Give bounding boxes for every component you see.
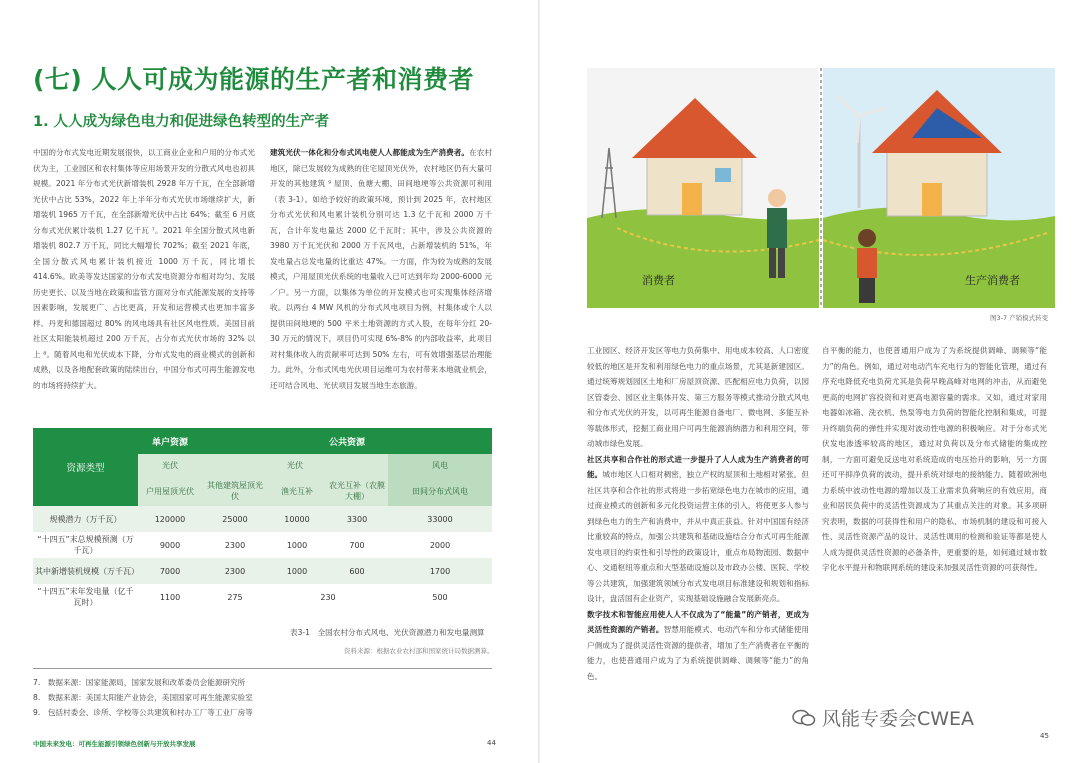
table-cell: 1700	[388, 558, 492, 584]
table-row-label: 其中新增装机规模（万千瓦）	[33, 558, 138, 584]
prosumer-illustration	[587, 68, 1055, 308]
prosumer-person-icon	[857, 229, 877, 303]
table-header-pv-single: 光伏	[138, 454, 202, 476]
table-cell: 120000	[138, 506, 202, 532]
table-header-type: 资源类型	[33, 428, 138, 506]
table-cell: 1000	[268, 558, 326, 584]
footnote: 7. 数据来源：国家能源局，国家发展和改革委员会能源研究所	[33, 678, 246, 687]
table-cell: 33000	[388, 506, 492, 532]
figure-caption: 图3-7 产销模式转变	[990, 314, 1049, 322]
watermark	[792, 704, 974, 731]
table-row	[33, 532, 492, 558]
table-subheader: 田间分布式风电	[388, 476, 492, 506]
left-column-2-body: 在农村地区，除已发展较为成熟的住宅屋顶光伏外，农村地区仍有大量可开发的其他建筑 ⁹ 屋顶、鱼塘大棚、田间地埂等公共资源可利用（表 3-1）。如给予较好的政策环境，预计到 2025 年，农村地区分布式光伏和风电累计装机分别可达 1.3 亿千瓦和 2000 万千瓦，合计年发电量达 2000 亿千瓦时；其中，涉及公共资源的 3980 万千瓦光伏和 2000 万千瓦风电，占新增装机的 51%，年发电量占总发电量的比重达 47%。一方面，作为较为成熟的发展模式，户用屋顶光伏系统的电量收入已可达到年均 2000-6000 元／户。另一方面，以集体为单位的开发模式也可实现集体经济增收。以两台 4 MW 风机的分布式风电项目为例，村集体或个人以提供田间地埂的 500 平米土地资源的方式入股，在每年分红 20-30 万元的情况下，项目仍可实现 6%-8% 的内部收益率，此项目对村集体收入的贡献率可达到 50% 左右，可有效增强基层治理能力。此外，分布式风电光伏项目运维可为农村带来本地就业机会，还可结合风电、光伏项目发展当地生态旅游。	[270, 148, 492, 390]
table-cell: 2300	[202, 532, 268, 558]
footnote-divider	[33, 668, 492, 669]
footnote: 9. 包括村委会、诊所、学校等公共建筑和村办工厂等工业厂房等	[33, 708, 253, 717]
right-column-1-lead-2: 数字技术和智能应用使人人不仅成为了“能量”的产销者，更成为灵活性资源的产销者。	[587, 609, 809, 634]
table-header-pv-public: 光伏	[202, 454, 388, 476]
table-caption: 表3-1 全国农村分布式风电、光伏资源潜力和发电量测算	[290, 628, 485, 637]
table-header-wind: 风电	[388, 454, 492, 476]
table-subheader: 其他建筑屋顶光伏	[202, 476, 268, 506]
right-column-1-lead: 社区共享和合作社的形式进一步提升了人人成为生产消费者的可能。	[587, 454, 809, 479]
table-cell: 500	[388, 584, 492, 610]
table-subheader: 渔光互补	[268, 476, 326, 506]
table-row-label: “十四五”末总规模预测（万千瓦）	[33, 532, 138, 558]
right-column-1-intro: 工业园区、经济开发区等电力负荷集中、用电成本较高、人口密度较低的地区是开发和利用绿色电力的重点场景，尤其是新建园区。通过统筹规划园区土地和厂房屋顶资源、匹配相应电力负荷，以园区管委会、园区业主集体开发、第三方服务等模式推动分散式风电和分布式光伏的开发，以可再生能源自备电厂、微电网、多能互补等载体形式，挖掘工商业用户可再生能源消纳潜力和利用空间，带动城市绿色发展。	[587, 346, 809, 448]
table-cell: 275	[202, 584, 268, 610]
table-cell: 9000	[138, 532, 202, 558]
watermark-text: 风能专委会CWEA	[822, 708, 975, 730]
section-title: (七) 人人可成为能源的生产者和消费者	[33, 65, 475, 94]
table-cell: 1100	[138, 584, 202, 610]
table-row-label: “十四五”末年发电量（亿千瓦时）	[33, 584, 138, 610]
table-cell: 3300	[326, 506, 388, 532]
table-cell: 10000	[268, 506, 326, 532]
table-cell: 1000	[268, 532, 326, 558]
illustration-svg	[587, 68, 1055, 308]
table-subheader: 户用屋顶光伏	[138, 476, 202, 506]
page-number: 45	[1040, 732, 1049, 740]
table-cell: 600	[326, 558, 388, 584]
right-column-1-body-2: 智慧用能模式、电动汽车和分布式储能使用户侧成为了提供灵活性资源的提供者，增加了生产消费者在平衡的能力，也使普通用户成为了为系统提供调峰、调频等“能力”的角色。	[587, 625, 809, 681]
prosumer-label: 生产消费者	[965, 274, 1020, 287]
right-column-1-body: 城市地区人口相对稠密，独立产权的屋顶和土地相对紧张。但社区共享和合作社的形式将进一步拓宽绿色电力在城市的应用，通过商业模式的创新和多元化投资运营主体的引入，将使更多人参与到绿色电力的生产和消费中，并从中真正获益。针对中国国有经济比重较高的特点，加强公共建筑和基础设施结合分布式可再生能源发电项目的约束性和引导性的政策设计，重点布局物流园、数据中心、交通枢纽等重点和大型基础设施以及市政办公楼、医院、学校等公共建筑，加强建筑领域分布式发电项目标准建设和规划和指标设计，盘活国有企业资产，实现基础设施融合发展新亮点。	[587, 470, 809, 603]
resource-table	[33, 428, 492, 610]
left-column-1: 中国的分布式发电近期发展很快，以工商业企业和户用的分布式光伏为主，工业园区和农村集体等应用场景开发的分散式风电也初具规模。2021 年分布式光伏新增装机 2928 年万千瓦，在全部新增光伏中占比 53%，2022 年上半年分布式光伏市场继续扩大，新增装机 1965 万千瓦，在全部新增光伏中占比 64%；截至 6 月底分布式光伏累计装机 1.27 亿千瓦 ⁷。2021 年全国分散式风电新增装机 802.7 万千瓦，同比大幅增长 702%；截至 2021 年底，全国分散式风电累计装机接近 1000 万千瓦，同比增长 414.6%。欧美等发达国家的分布式发电资源分布相对均匀、发展历史更长、以及当地在政策和监管方面对分布式能源发展的支持等因素影响，发展更广、占比更高，开发和运营模式也更加丰富多样。丹麦和德国超过 80% 的风电场具有社区风电性质。美国目前社区太阳能装机超过 200 万千瓦，占分布式光伏市场的 32% 以上 ⁸。随着风电和光伏成本下降，分布式发电的商业模式的创新和成熟，以及各地配套政策的陆续出台，中国分布式可再生能源发电的市场将持续扩大。	[33, 148, 255, 390]
page-number: 44	[487, 739, 496, 747]
table-cell: 2300	[202, 558, 268, 584]
table-row	[33, 558, 492, 584]
table-header-single: 单户资源	[138, 428, 202, 454]
table-cell: 25000	[202, 506, 268, 532]
table-source: 资料来源：根据农业农村部和国家统计局数据测算。	[344, 647, 494, 655]
section-subtitle: 1. 人人成为绿色电力和促进绿色转型的生产者	[33, 114, 330, 130]
table-row-label: 规模潜力（万千瓦）	[33, 506, 138, 532]
consumer-label: 消费者	[642, 274, 675, 287]
left-column-2-lead: 建筑光伏一体化和分布式风电使人人都能成为生产消费者。	[270, 148, 470, 157]
table-cell: 2000	[388, 532, 492, 558]
footnote: 8. 数据来源：美国太阳能产业协会，美国国家可再生能源实验室	[33, 693, 253, 702]
table-header-public: 公共资源	[202, 428, 492, 454]
table-row	[33, 584, 492, 610]
right-column-2: 自平衡的能力，也使普通用户成为了为系统提供调峰、调频等“能力”的角色。例如，通过对电动汽车充电行为的智能化管理，通过有序充电降低充电负荷尤其是负荷早晚高峰对电网的冲击，从而避免更高的电网扩容投资和对更高电源容量的需求。又如，通过对家用电器如冰箱、洗衣机、热泵等电力负荷的智能化控制和集成，可提升终端负荷的弹性并实现对波动性电源的积极响应。对于分布式光伏发电渗透率较高的地区，通过对负荷以及分布式储能的集成控制，一方面可避免反送电对系统造成的电压抬升的影响，另一方面还可平抑净负荷的波动，提升系统对绿电的接纳能力。随着欧洲电力系统中波动性电源的增加以及工业需求负荷响应的有效应用，商业和居民负荷中的灵活性资源成为了其重点关注的对象。其多项研究表明，数据的可获得性和用户的隐私、市场机制的建设和可接入性、灵活性资源产品的设计、灵活性调用的检测和验证等都是使人人成为提供灵活性资源的必备条件，更重要的是，如何通过城市数字化水平提升和物联网系统的建设来加强灵活性资源的可获得性。	[822, 346, 1047, 572]
table-row	[33, 506, 492, 532]
wechat-icon	[792, 708, 816, 728]
table-cell: 700	[326, 532, 388, 558]
left-column-2	[270, 145, 492, 427]
right-column-1	[587, 343, 809, 695]
table-cell: 230	[268, 584, 388, 610]
table-subheader: 农光互补（农膜大棚）	[326, 476, 388, 506]
table-cell: 7000	[138, 558, 202, 584]
footer-title: 中国未来发电：可再生能源引领绿色创新与开放共享发展	[33, 740, 196, 748]
